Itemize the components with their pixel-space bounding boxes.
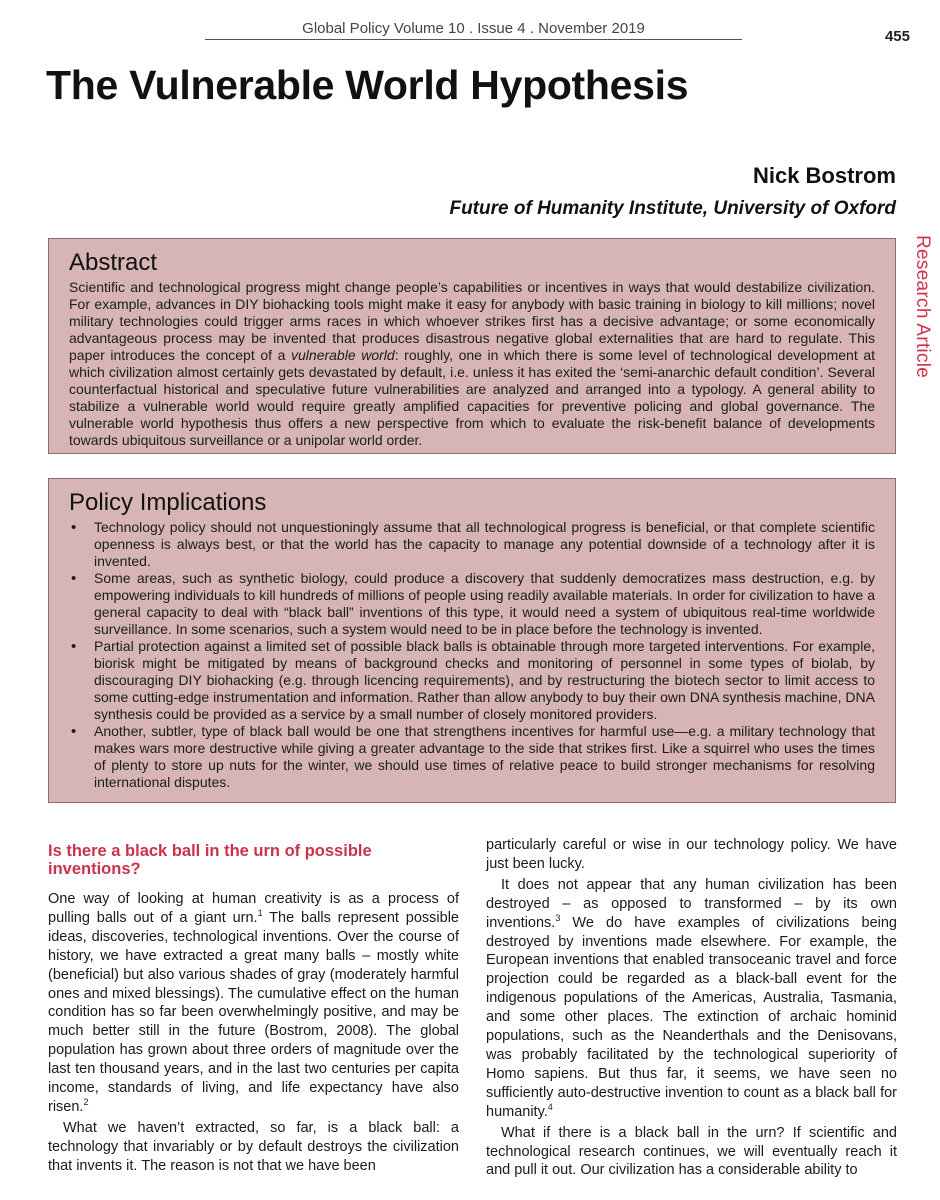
- section-heading: Is there a black ball in the urn of possible inventions?: [48, 842, 372, 878]
- footnote-marker[interactable]: 3: [555, 912, 561, 923]
- article-type-label: Research Article: [912, 235, 933, 379]
- policy-item: • Partial protection against a limited set of possible black balls is obtainable through more targeted interventions. For example, biorisk might be mitigated by means of background checks and monitoring of personnel in some types of biolab, by discouraging DIY biohacking (e.g. through licencing requirements), and by restructuring the biotech sector to limit access to some cutting-edge instrumentation and information. Rather than allow anybody to buy their own DNA synthesis machine, DNA synthesis could be provided as a service by a small number of closely monitored providers.: [69, 638, 875, 723]
- body-column-left: [48, 842, 459, 1176]
- policy-item: • Technology policy should not unquestioningly assume that all technological progress is beneficial, or that complete scientific openness is always best, or that the world has the capacity to manage any potential downside of a technology after it is invented.: [69, 519, 875, 570]
- abstract-text: Scientific and technological progress might change people’s capabilities or incentives in ways that would destabilize civilization. For example, advances in DIY biohacking tools might make it easy for anybody with basic training in biology to kill millions; novel military technologies could trigger arms races in which whoever strikes first has a decisive advantage; or some economically advantageous process may be invented that produces disastrous negative global externalities that are hard to regulate. This paper introduces the concept of a vulnerable world: roughly, one in which there is some level of technological development at which civilization almost certainly gets devastated by default, i.e. unless it has exited the ‘semi-anarchic default condition’. Several counterfactual historical and speculative future vulnerabilities are analyzed and arranged into a typology. A general ability to stabilize a vulnerable world would require greatly amplified capacities for preventive policing and global governance. The vulnerable world hypothesis thus offers a new perspective from which to evaluate the risk-benefit balance of developments towards ubiquitous surveillance or a unipolar world order.: [69, 279, 875, 448]
- running-head: Global Policy Volume 10 . Issue 4 . November 2019: [205, 20, 742, 40]
- abstract-heading: Abstract: [69, 249, 158, 276]
- policy-list: [69, 519, 875, 791]
- body-paragraph: What if there is a black ball in the urn? If scientific and technological research continues, we will eventually reach it and pull it out. Our civilization has a considerable ability to: [486, 1124, 897, 1179]
- abstract-box: [48, 238, 896, 454]
- footnote-marker[interactable]: 2: [83, 1097, 89, 1108]
- abstract-emphasis: vulnerable world: [291, 347, 395, 363]
- body-paragraph: One way of looking at human creativity is as a process of pulling balls out of a giant urn.$^1$ The balls represent possible ideas, discoveries, technological inventions. Over the course of history, we have extracted a great many balls – mostly white (beneficial) but also various shades of gray (moderately harmful ones and mixed blessings). The cumulative effect on the human condition has so far been overwhelmingly positive, and may be much better still in the future (Bostrom, 2008). The global population has grown about three orders of magnitude over the last ten thousand years, and in the last two centuries per capita income, standards of living, and life expectancy have also risen.$^2$: [48, 891, 459, 1115]
- body-column-right: [486, 836, 897, 1180]
- footnote-marker[interactable]: 1: [257, 908, 263, 919]
- body-paragraph: It does not appear that any human civilization has been destroyed – as opposed to transformed – by its own inventions.$^3$ We do have examples of civilizations being destroyed by inventions made elsewhere. For example, the European inventions that enabled transoceanic travel and force projection could be regarded as a black-ball event for the indigenous populations of the Americas, Australia, Tasmania, and some other places. The extinction of archaic hominid populations, such as the Neanderthals and the Denisovans, was probably facilitated by the technological superiority of Homo sapiens. But thus far, it seems, we have seen no sufficiently auto-destructive invention to count as a black ball for humanity.$^4$: [486, 876, 897, 1120]
- policy-implications-box: [48, 478, 896, 803]
- author-name: Nick Bostrom: [752, 163, 896, 188]
- page-number: 455: [884, 28, 910, 45]
- body-paragraph: particularly careful or wise in our technology policy. We have just been lucky.: [486, 837, 897, 872]
- body-paragraph: What we haven’t extracted, so far, is a black ball: a technology that invariably or by default destroys the civilization that invents it. The reason is not that we have been: [48, 1119, 459, 1174]
- policy-item: • Another, subtler, type of black ball would be one that strengthens incentives for harmful use—e.g. a military technology that makes wars more destructive while giving a greater advantage to the side that strikes first. Like a squirrel who uses the times of plenty to store up nuts for the winter, we should use times of relative peace to build stronger mechanisms for resolving international disputes.: [69, 723, 875, 791]
- policy-heading: Policy Implications: [69, 489, 267, 516]
- footnote-marker[interactable]: 4: [547, 1101, 553, 1112]
- author-affiliation: Future of Humanity Institute, University of Oxford: [449, 198, 896, 219]
- article-title: The Vulnerable World Hypothesis: [46, 62, 689, 108]
- policy-item: • Some areas, such as synthetic biology, could produce a discovery that suddenly democratizes mass destruction, e.g. by empowering individuals to kill hundreds of millions of people using readily available materials. In order for civilization to have a general capacity to deal with “black ball” inventions of this type, it would need a system of ubiquitous real-time worldwide surveillance. In some scenarios, such a system would need to be in place before the technology is invented.: [69, 570, 875, 638]
